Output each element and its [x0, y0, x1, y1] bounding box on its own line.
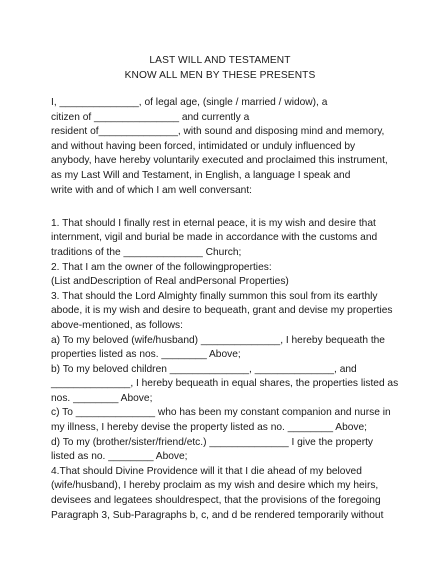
- subtitle-line: KNOW ALL MEN BY THESE PRESENTS: [124, 70, 316, 81]
- clause-line: internment, vigil and burial be made in accordance with the customs and: [51, 232, 378, 244]
- clause-line: 4.That should Divine Providence will it that I die ahead of my beloved: [51, 465, 362, 477]
- clause-line: (wife/husband), I hereby proclaim as my wish and desire which my heirs,: [51, 480, 379, 492]
- intro-line: write with and of which I am well conversant:: [51, 184, 253, 196]
- clause-line: devisees and legatees shouldrespect, that the provisions of the foregoing: [51, 495, 381, 507]
- clause-line: above-mentioned, as follows:: [51, 319, 183, 331]
- clause-line: listed as no. ________ Above;: [51, 451, 188, 463]
- clause-line: 1. That should I finally rest in eternal peace, it is my wish and desire that: [51, 217, 376, 229]
- intro-line: and without having been forced, intimidated or unduly influenced by: [51, 140, 356, 152]
- clause-line: d) To my (brother/sister/friend/etc.) ______________ I give the property: [51, 436, 374, 448]
- intro-line: I, ______________, of legal age, (single / married / widow), a: [51, 97, 328, 108]
- intro-paragraph: [51, 96, 396, 198]
- clause-line: a) To my beloved (wife/husband) ______________, I hereby bequeath the: [51, 334, 385, 346]
- clause-line: 3. That should the Lord Almighty finally summon this soul from its earthly: [51, 290, 378, 302]
- intro-line: resident of______________, with sound and disposing mind and memory,: [51, 126, 385, 138]
- paragraph-spacer: [51, 198, 396, 213]
- clause-line: ______________, I hereby bequeath in equal shares, the properties listed as: [51, 378, 399, 390]
- intro-line: anybody, have hereby voluntarily executed and proclaimed this instrument,: [51, 155, 388, 167]
- document-body: [51, 96, 399, 523]
- clause-line: (List andDescription of Real andPersonal Properties): [51, 276, 289, 288]
- intro-line: as my Last Will and Testament, in English, a language I speak and: [51, 169, 351, 181]
- clause-line: nos. ________ Above;: [51, 392, 153, 404]
- clause-line: traditions of the ______________ Church;: [51, 246, 242, 258]
- title-line: LAST WILL AND TESTAMENT: [149, 55, 291, 66]
- document-title: [0, 53, 440, 83]
- clause-line: my illness, I hereby devise the property listed as no. ________ Above;: [51, 422, 368, 434]
- clause-line: abode, it is my wish and desire to bequeath, grant and devise my properties: [51, 305, 393, 317]
- clause-line: properties listed as nos. ________ Above;: [51, 349, 241, 361]
- clause-line: Paragraph 3, Sub-Paragraphs b, c, and d be rendered temporarily without: [51, 509, 384, 521]
- clauses-section: [51, 217, 399, 523]
- intro-line: citizen of _______________ and currently a: [51, 111, 250, 123]
- clause-line: b) To my beloved children ______________, ______________, and: [51, 363, 357, 375]
- clause-line: 2. That I am the owner of the followingproperties:: [51, 261, 272, 273]
- clause-line: c) To ______________ who has been my constant companion and nurse in: [51, 407, 391, 419]
